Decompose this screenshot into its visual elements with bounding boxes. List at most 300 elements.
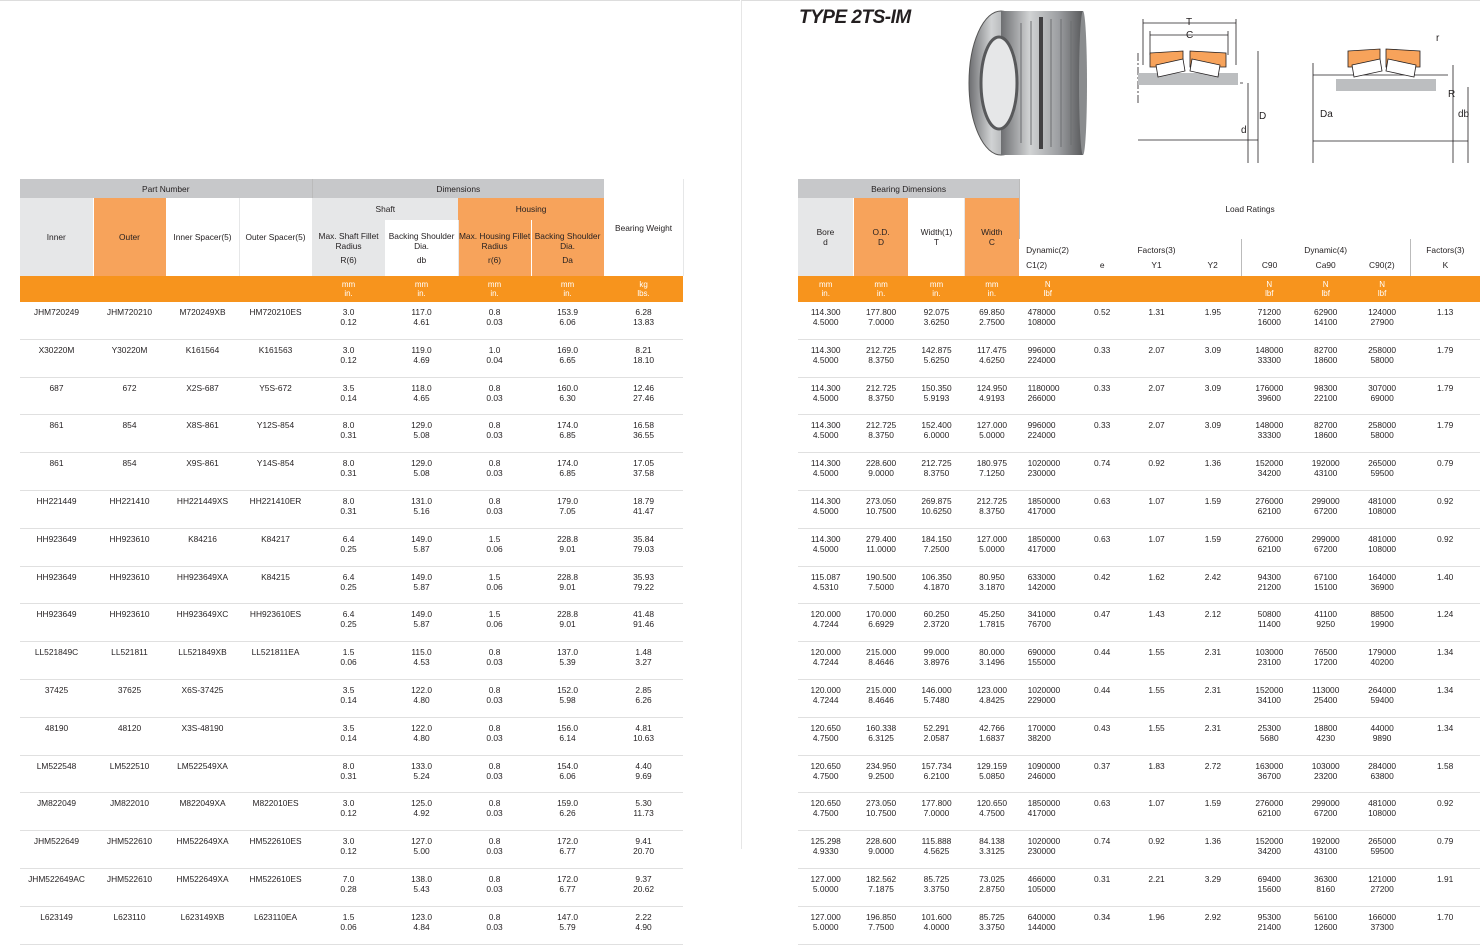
- table-row: [20, 377, 683, 415]
- value-cell: 0.33: [1076, 415, 1128, 453]
- value-cell: 163000 36700: [1241, 755, 1297, 793]
- table-row: [798, 490, 1480, 528]
- value-cell: 137.0 5.39: [531, 642, 604, 680]
- part-number-cell: 861: [20, 453, 93, 491]
- value-cell: 1020000 229000: [1020, 679, 1076, 717]
- unit-cell: N lbf: [1298, 276, 1354, 302]
- col-inner-spacer: Inner Spacer(5): [166, 198, 239, 276]
- value-cell: 82700 18600: [1298, 339, 1354, 377]
- value-cell: 125.298 4.9330: [798, 831, 853, 869]
- value-cell: 114.300 4.5000: [798, 339, 853, 377]
- unit-cell: [239, 276, 312, 302]
- value-cell: 8.0 0.31: [312, 453, 385, 491]
- unit-cell: mm in.: [964, 276, 1019, 302]
- value-cell: 0.33: [1076, 377, 1128, 415]
- value-cell: 3.0 0.12: [312, 793, 385, 831]
- value-cell: 101.600 4.0000: [909, 906, 964, 944]
- value-cell: 120.650 4.7500: [798, 793, 853, 831]
- value-cell: 1.07: [1128, 793, 1184, 831]
- col-max-shaft-fillet: Max. Shaft Fillet Radius R(6): [312, 220, 385, 276]
- table-row: [20, 490, 683, 528]
- value-cell: 17.05 37.58: [604, 453, 683, 491]
- value-cell: 6.4 0.25: [312, 566, 385, 604]
- value-cell: 481000 108000: [1354, 490, 1410, 528]
- table-row: [20, 415, 683, 453]
- part-number-cell: Y5S-672: [239, 377, 312, 415]
- value-cell: 114.300 4.5000: [798, 302, 853, 339]
- value-cell: 0.44: [1076, 642, 1128, 680]
- value-cell: 0.52: [1076, 302, 1128, 339]
- value-cell: 114.300 4.5000: [798, 453, 853, 491]
- value-cell: 1850000 417000: [1020, 490, 1076, 528]
- label-C: C: [1186, 30, 1194, 41]
- value-cell: 0.44: [1076, 679, 1128, 717]
- unit-cell: [1128, 276, 1184, 302]
- part-number-cell: Y30220M: [93, 339, 166, 377]
- value-cell: 9.37 20.62: [604, 868, 683, 906]
- table-row: [20, 453, 683, 491]
- value-cell: 117.475 4.6250: [964, 339, 1019, 377]
- col-outer: Outer: [93, 198, 166, 276]
- part-number-cell: HH923610ES: [239, 604, 312, 642]
- value-cell: 120.650 4.7500: [798, 755, 853, 793]
- value-cell: 71200 16000: [1241, 302, 1297, 339]
- col-inner: Inner: [20, 198, 93, 276]
- value-cell: 3.29: [1185, 868, 1241, 906]
- value-cell: 12.46 27.46: [604, 377, 683, 415]
- value-cell: 0.79: [1410, 831, 1480, 869]
- label-D: D: [1259, 111, 1267, 122]
- part-number-cell: HM522649XA: [166, 831, 239, 869]
- value-cell: 164000 36900: [1354, 566, 1410, 604]
- unit-cell: mm in.: [385, 276, 458, 302]
- value-cell: 120.650 4.7500: [964, 793, 1019, 831]
- value-cell: 1.5 0.06: [312, 642, 385, 680]
- value-cell: 1.36: [1185, 453, 1241, 491]
- value-cell: 1.36: [1185, 831, 1241, 869]
- part-number-cell: K84217: [239, 528, 312, 566]
- value-cell: 228.600 9.0000: [853, 453, 908, 491]
- label-db: db: [1458, 109, 1470, 120]
- value-cell: 1.55: [1128, 679, 1184, 717]
- col-k: Factors(3) K: [1410, 239, 1480, 276]
- part-number-cell: JHM522610: [93, 831, 166, 869]
- value-cell: 149.0 5.87: [385, 604, 458, 642]
- unit-cell: [20, 276, 93, 302]
- value-cell: 996000 224000: [1020, 339, 1076, 377]
- value-cell: 117.0 4.61: [385, 302, 458, 339]
- value-cell: 0.8 0.03: [458, 302, 531, 339]
- part-number-cell: L623149XB: [166, 906, 239, 944]
- value-cell: 1.34: [1410, 717, 1480, 755]
- value-cell: 276000 62100: [1241, 528, 1297, 566]
- part-number-cell: X9S-861: [166, 453, 239, 491]
- value-cell: 2.72: [1185, 755, 1241, 793]
- value-cell: 0.8 0.03: [458, 793, 531, 831]
- value-cell: 50800 11400: [1241, 604, 1297, 642]
- table-row: [798, 302, 1480, 339]
- value-cell: 119.0 4.69: [385, 339, 458, 377]
- value-cell: 215.000 8.4646: [853, 679, 908, 717]
- value-cell: 146.000 5.7480: [909, 679, 964, 717]
- value-cell: 123.000 4.8425: [964, 679, 1019, 717]
- group-load-ratings: Load Ratings: [1020, 179, 1480, 239]
- value-cell: 8.0 0.31: [312, 415, 385, 453]
- value-cell: 184.150 7.2500: [909, 528, 964, 566]
- group-dimensions: Dimensions: [312, 179, 604, 198]
- part-number-cell: L623149: [20, 906, 93, 944]
- value-cell: 56100 12600: [1298, 906, 1354, 944]
- value-cell: 212.725 8.3750: [964, 490, 1019, 528]
- unit-cell: mm in.: [798, 276, 853, 302]
- cross-section-diagram-right: [1308, 25, 1478, 163]
- value-cell: 0.63: [1076, 490, 1128, 528]
- part-number-cell: LL521849C: [20, 642, 93, 680]
- value-cell: 3.5 0.14: [312, 717, 385, 755]
- value-cell: 2.31: [1185, 717, 1241, 755]
- value-cell: 92.075 3.6250: [909, 302, 964, 339]
- value-cell: 0.8 0.03: [458, 415, 531, 453]
- table-row: [20, 679, 683, 717]
- value-cell: 192000 43100: [1298, 453, 1354, 491]
- value-cell: 103000 23100: [1241, 642, 1297, 680]
- value-cell: 152000 34100: [1241, 679, 1297, 717]
- value-cell: 0.74: [1076, 831, 1128, 869]
- table-row: [20, 604, 683, 642]
- value-cell: 212.725 8.3750: [909, 453, 964, 491]
- part-number-cell: HM522610ES: [239, 868, 312, 906]
- table-row: [798, 679, 1480, 717]
- unit-cell: [1076, 276, 1128, 302]
- value-cell: 633000 142000: [1020, 566, 1076, 604]
- value-cell: 1.24: [1410, 604, 1480, 642]
- part-number-cell: X8S-861: [166, 415, 239, 453]
- value-cell: 0.42: [1076, 566, 1128, 604]
- value-cell: 4.40 9.69: [604, 755, 683, 793]
- value-cell: 1.70: [1410, 906, 1480, 944]
- value-cell: 1.59: [1185, 490, 1241, 528]
- value-cell: 129.0 5.08: [385, 453, 458, 491]
- value-cell: 1.62: [1128, 566, 1184, 604]
- table-row: [798, 339, 1480, 377]
- value-cell: 2.07: [1128, 415, 1184, 453]
- col-e: e: [1099, 260, 1105, 270]
- part-number-cell: LL521849XB: [166, 642, 239, 680]
- group-part-number: Part Number: [20, 179, 312, 198]
- value-cell: 2.07: [1128, 377, 1184, 415]
- value-cell: 123.0 4.84: [385, 906, 458, 944]
- value-cell: 176000 39600: [1241, 377, 1297, 415]
- value-cell: 115.0 4.53: [385, 642, 458, 680]
- value-cell: 122.0 4.80: [385, 717, 458, 755]
- value-cell: 466000 105000: [1020, 868, 1076, 906]
- part-number-cell: LL521811: [93, 642, 166, 680]
- value-cell: 114.300 4.5000: [798, 377, 853, 415]
- part-number-cell: LL521811EA: [239, 642, 312, 680]
- col-ca90: Dynamic(4) Ca90: [1304, 245, 1348, 270]
- value-cell: 1.79: [1410, 415, 1480, 453]
- value-cell: 276000 62100: [1241, 793, 1297, 831]
- value-cell: 0.31: [1076, 868, 1128, 906]
- value-cell: 1.13: [1410, 302, 1480, 339]
- value-cell: 228.8 9.01: [531, 528, 604, 566]
- value-cell: 3.09: [1185, 339, 1241, 377]
- value-cell: 1020000 230000: [1020, 453, 1076, 491]
- value-cell: 2.85 6.26: [604, 679, 683, 717]
- value-cell: 120.000 4.7244: [798, 604, 853, 642]
- col-c90: C90: [1241, 239, 1297, 276]
- value-cell: 273.050 10.7500: [853, 490, 908, 528]
- value-cell: 95300 21400: [1241, 906, 1297, 944]
- part-number-cell: JM822010: [93, 793, 166, 831]
- value-cell: 1.59: [1185, 528, 1241, 566]
- value-cell: 3.0 0.12: [312, 339, 385, 377]
- value-cell: 1180000 266000: [1020, 377, 1076, 415]
- value-cell: 127.000 5.0000: [964, 415, 1019, 453]
- part-number-cell: X2S-687: [166, 377, 239, 415]
- value-cell: 299000 67200: [1298, 793, 1354, 831]
- part-number-cell: JHM522610: [93, 868, 166, 906]
- right-page: [741, 0, 1480, 932]
- value-cell: 160.338 6.3125: [853, 717, 908, 755]
- table-row: [798, 717, 1480, 755]
- value-cell: 341000 76700: [1020, 604, 1076, 642]
- unit-cell: mm in.: [312, 276, 385, 302]
- table-row: [798, 906, 1480, 944]
- part-number-cell: JHM522649: [20, 831, 93, 869]
- value-cell: 478000 108000: [1020, 302, 1076, 339]
- part-number-cell: HM522649XA: [166, 868, 239, 906]
- unit-cell: [166, 276, 239, 302]
- units-row: [20, 276, 683, 302]
- part-number-cell: K84215: [239, 566, 312, 604]
- value-cell: 0.8 0.03: [458, 717, 531, 755]
- part-number-cell: 48120: [93, 717, 166, 755]
- value-cell: 73.025 2.8750: [964, 868, 1019, 906]
- right-table: [798, 179, 1480, 945]
- value-cell: 160.0 6.30: [531, 377, 604, 415]
- col-y2: Y2: [1207, 260, 1218, 270]
- value-cell: 138.0 5.43: [385, 868, 458, 906]
- value-cell: 279.400 11.0000: [853, 528, 908, 566]
- part-number-cell: M822049XA: [166, 793, 239, 831]
- value-cell: 149.0 5.87: [385, 566, 458, 604]
- value-cell: 129.159 5.0850: [964, 755, 1019, 793]
- value-cell: 0.33: [1076, 339, 1128, 377]
- value-cell: 265000 59500: [1354, 831, 1410, 869]
- value-cell: 0.8 0.03: [458, 490, 531, 528]
- value-cell: 1020000 230000: [1020, 831, 1076, 869]
- group-shaft: Shaft: [312, 198, 458, 220]
- col-c1: Dynamic(2) C1(2): [1020, 239, 1076, 276]
- value-cell: 0.34: [1076, 906, 1128, 944]
- value-cell: 1.5 0.06: [458, 528, 531, 566]
- value-cell: 8.21 18.10: [604, 339, 683, 377]
- unit-cell: N lbf: [1354, 276, 1410, 302]
- part-number-cell: K84216: [166, 528, 239, 566]
- value-cell: 172.0 6.77: [531, 868, 604, 906]
- value-cell: 1.34: [1410, 679, 1480, 717]
- value-cell: 159.0 6.26: [531, 793, 604, 831]
- value-cell: 85.725 3.3750: [909, 868, 964, 906]
- part-number-cell: X30220M: [20, 339, 93, 377]
- value-cell: 1.48 3.27: [604, 642, 683, 680]
- table-row: [798, 604, 1480, 642]
- value-cell: 179000 40200: [1354, 642, 1410, 680]
- value-cell: 234.950 9.2500: [853, 755, 908, 793]
- table-row: [798, 642, 1480, 680]
- value-cell: 2.21: [1128, 868, 1184, 906]
- label-d: d: [1241, 125, 1247, 136]
- value-cell: 149.0 5.87: [385, 528, 458, 566]
- value-cell: 131.0 5.16: [385, 490, 458, 528]
- value-cell: 996000 224000: [1020, 415, 1076, 453]
- value-cell: 0.92: [1410, 793, 1480, 831]
- part-number-cell: 672: [93, 377, 166, 415]
- value-cell: 147.0 5.79: [531, 906, 604, 944]
- part-number-cell: LM522549XA: [166, 755, 239, 793]
- part-number-cell: HH923649: [20, 604, 93, 642]
- part-number-cell: K161563: [239, 339, 312, 377]
- value-cell: 174.0 6.85: [531, 415, 604, 453]
- part-number-cell: 861: [20, 415, 93, 453]
- col-shaft-backing-dia: Backing Shoulder Dia. db: [385, 220, 458, 276]
- table-row: [20, 868, 683, 906]
- col-width-T: Width(1) T: [909, 198, 964, 276]
- part-number-cell: HH923649: [20, 528, 93, 566]
- value-cell: 106.350 4.1870: [909, 566, 964, 604]
- col-bore: Bore d: [798, 198, 853, 276]
- part-number-cell: HH923649XC: [166, 604, 239, 642]
- value-cell: 121000 27200: [1354, 868, 1410, 906]
- value-cell: 60.250 2.3720: [909, 604, 964, 642]
- value-cell: 2.42: [1185, 566, 1241, 604]
- value-cell: 0.8 0.03: [458, 755, 531, 793]
- value-cell: 192000 43100: [1298, 831, 1354, 869]
- unit-cell: mm in.: [531, 276, 604, 302]
- value-cell: 118.0 4.65: [385, 377, 458, 415]
- value-cell: 6.4 0.25: [312, 604, 385, 642]
- value-cell: 44000 9890: [1354, 717, 1410, 755]
- value-cell: 264000 59400: [1354, 679, 1410, 717]
- part-number-cell: LM522548: [20, 755, 93, 793]
- part-number-cell: Y14S-854: [239, 453, 312, 491]
- value-cell: 0.92: [1128, 453, 1184, 491]
- value-cell: 0.92: [1410, 528, 1480, 566]
- unit-cell: N lbf: [1020, 276, 1076, 302]
- part-number-cell: HH221410ER: [239, 490, 312, 528]
- value-cell: 41.48 91.46: [604, 604, 683, 642]
- value-cell: 228.600 9.0000: [853, 831, 908, 869]
- part-number-cell: JHM720249: [20, 302, 93, 339]
- value-cell: 8.0 0.31: [312, 490, 385, 528]
- value-cell: 166000 37300: [1354, 906, 1410, 944]
- value-cell: 1090000 246000: [1020, 755, 1076, 793]
- value-cell: 114.300 4.5000: [798, 415, 853, 453]
- value-cell: 153.9 6.06: [531, 302, 604, 339]
- value-cell: 0.8 0.03: [458, 377, 531, 415]
- value-cell: 1.96: [1128, 906, 1184, 944]
- part-number-cell: 854: [93, 453, 166, 491]
- part-number-cell: 48190: [20, 717, 93, 755]
- value-cell: 258000 58000: [1354, 415, 1410, 453]
- value-cell: 133.0 5.24: [385, 755, 458, 793]
- value-cell: 0.63: [1076, 793, 1128, 831]
- value-cell: 1.07: [1128, 490, 1184, 528]
- value-cell: 1850000 417000: [1020, 528, 1076, 566]
- col-housing-backing-dia: Backing Shoulder Dia. Da: [531, 220, 604, 276]
- col-y1: Factors(3) Y1: [1137, 245, 1176, 270]
- group-bearing-dimensions: Bearing Dimensions: [798, 179, 1020, 198]
- value-cell: 1.34: [1410, 642, 1480, 680]
- value-cell: 276000 62100: [1241, 490, 1297, 528]
- label-r: r: [1436, 33, 1440, 44]
- unit-cell: [1410, 276, 1480, 302]
- part-number-cell: JHM522649AC: [20, 868, 93, 906]
- value-cell: 18800 4230: [1298, 717, 1354, 755]
- part-number-cell: HH221410: [93, 490, 166, 528]
- table-row: [20, 755, 683, 793]
- value-cell: 1.55: [1128, 642, 1184, 680]
- value-cell: 2.07: [1128, 339, 1184, 377]
- value-cell: 0.8 0.03: [458, 906, 531, 944]
- value-cell: 481000 108000: [1354, 528, 1410, 566]
- part-number-cell: L623110: [93, 906, 166, 944]
- value-cell: 196.850 7.7500: [853, 906, 908, 944]
- value-cell: 0.92: [1410, 490, 1480, 528]
- value-cell: 4.81 10.63: [604, 717, 683, 755]
- label-T: T: [1186, 17, 1193, 28]
- col-width-C: Width C: [964, 198, 1019, 276]
- value-cell: 1.5 0.06: [458, 566, 531, 604]
- value-cell: 170000 38200: [1020, 717, 1076, 755]
- value-cell: 103000 23200: [1298, 755, 1354, 793]
- value-cell: 258000 58000: [1354, 339, 1410, 377]
- value-cell: 2.22 4.90: [604, 906, 683, 944]
- value-cell: 1.5 0.06: [312, 906, 385, 944]
- part-number-cell: Y12S-854: [239, 415, 312, 453]
- value-cell: 3.0 0.12: [312, 302, 385, 339]
- table-row: [798, 528, 1480, 566]
- value-cell: 6.4 0.25: [312, 528, 385, 566]
- value-cell: 42.766 1.6837: [964, 717, 1019, 755]
- value-cell: 284000 63800: [1354, 755, 1410, 793]
- table-row: [798, 793, 1480, 831]
- part-number-cell: HH221449: [20, 490, 93, 528]
- units-row: [798, 276, 1480, 302]
- table-row: [20, 302, 683, 339]
- unit-cell: kg lbs.: [604, 276, 683, 302]
- value-cell: 80.000 3.1496: [964, 642, 1019, 680]
- value-cell: 0.8 0.03: [458, 679, 531, 717]
- left-table: [20, 179, 684, 945]
- table-row: [20, 566, 683, 604]
- value-cell: 1850000 417000: [1020, 793, 1076, 831]
- value-cell: 6.28 13.83: [604, 302, 683, 339]
- value-cell: 99.000 3.8976: [909, 642, 964, 680]
- value-cell: 215.000 8.4646: [853, 642, 908, 680]
- value-cell: 1.5 0.06: [458, 604, 531, 642]
- part-number-cell: HM522610ES: [239, 831, 312, 869]
- value-cell: 84.138 3.3125: [964, 831, 1019, 869]
- table-row: [20, 339, 683, 377]
- value-cell: 0.74: [1076, 453, 1128, 491]
- value-cell: 177.800 7.0000: [853, 302, 908, 339]
- table-row: [798, 831, 1480, 869]
- value-cell: 177.800 7.0000: [909, 793, 964, 831]
- part-number-cell: X6S-37425: [166, 679, 239, 717]
- value-cell: 170.000 6.6929: [853, 604, 908, 642]
